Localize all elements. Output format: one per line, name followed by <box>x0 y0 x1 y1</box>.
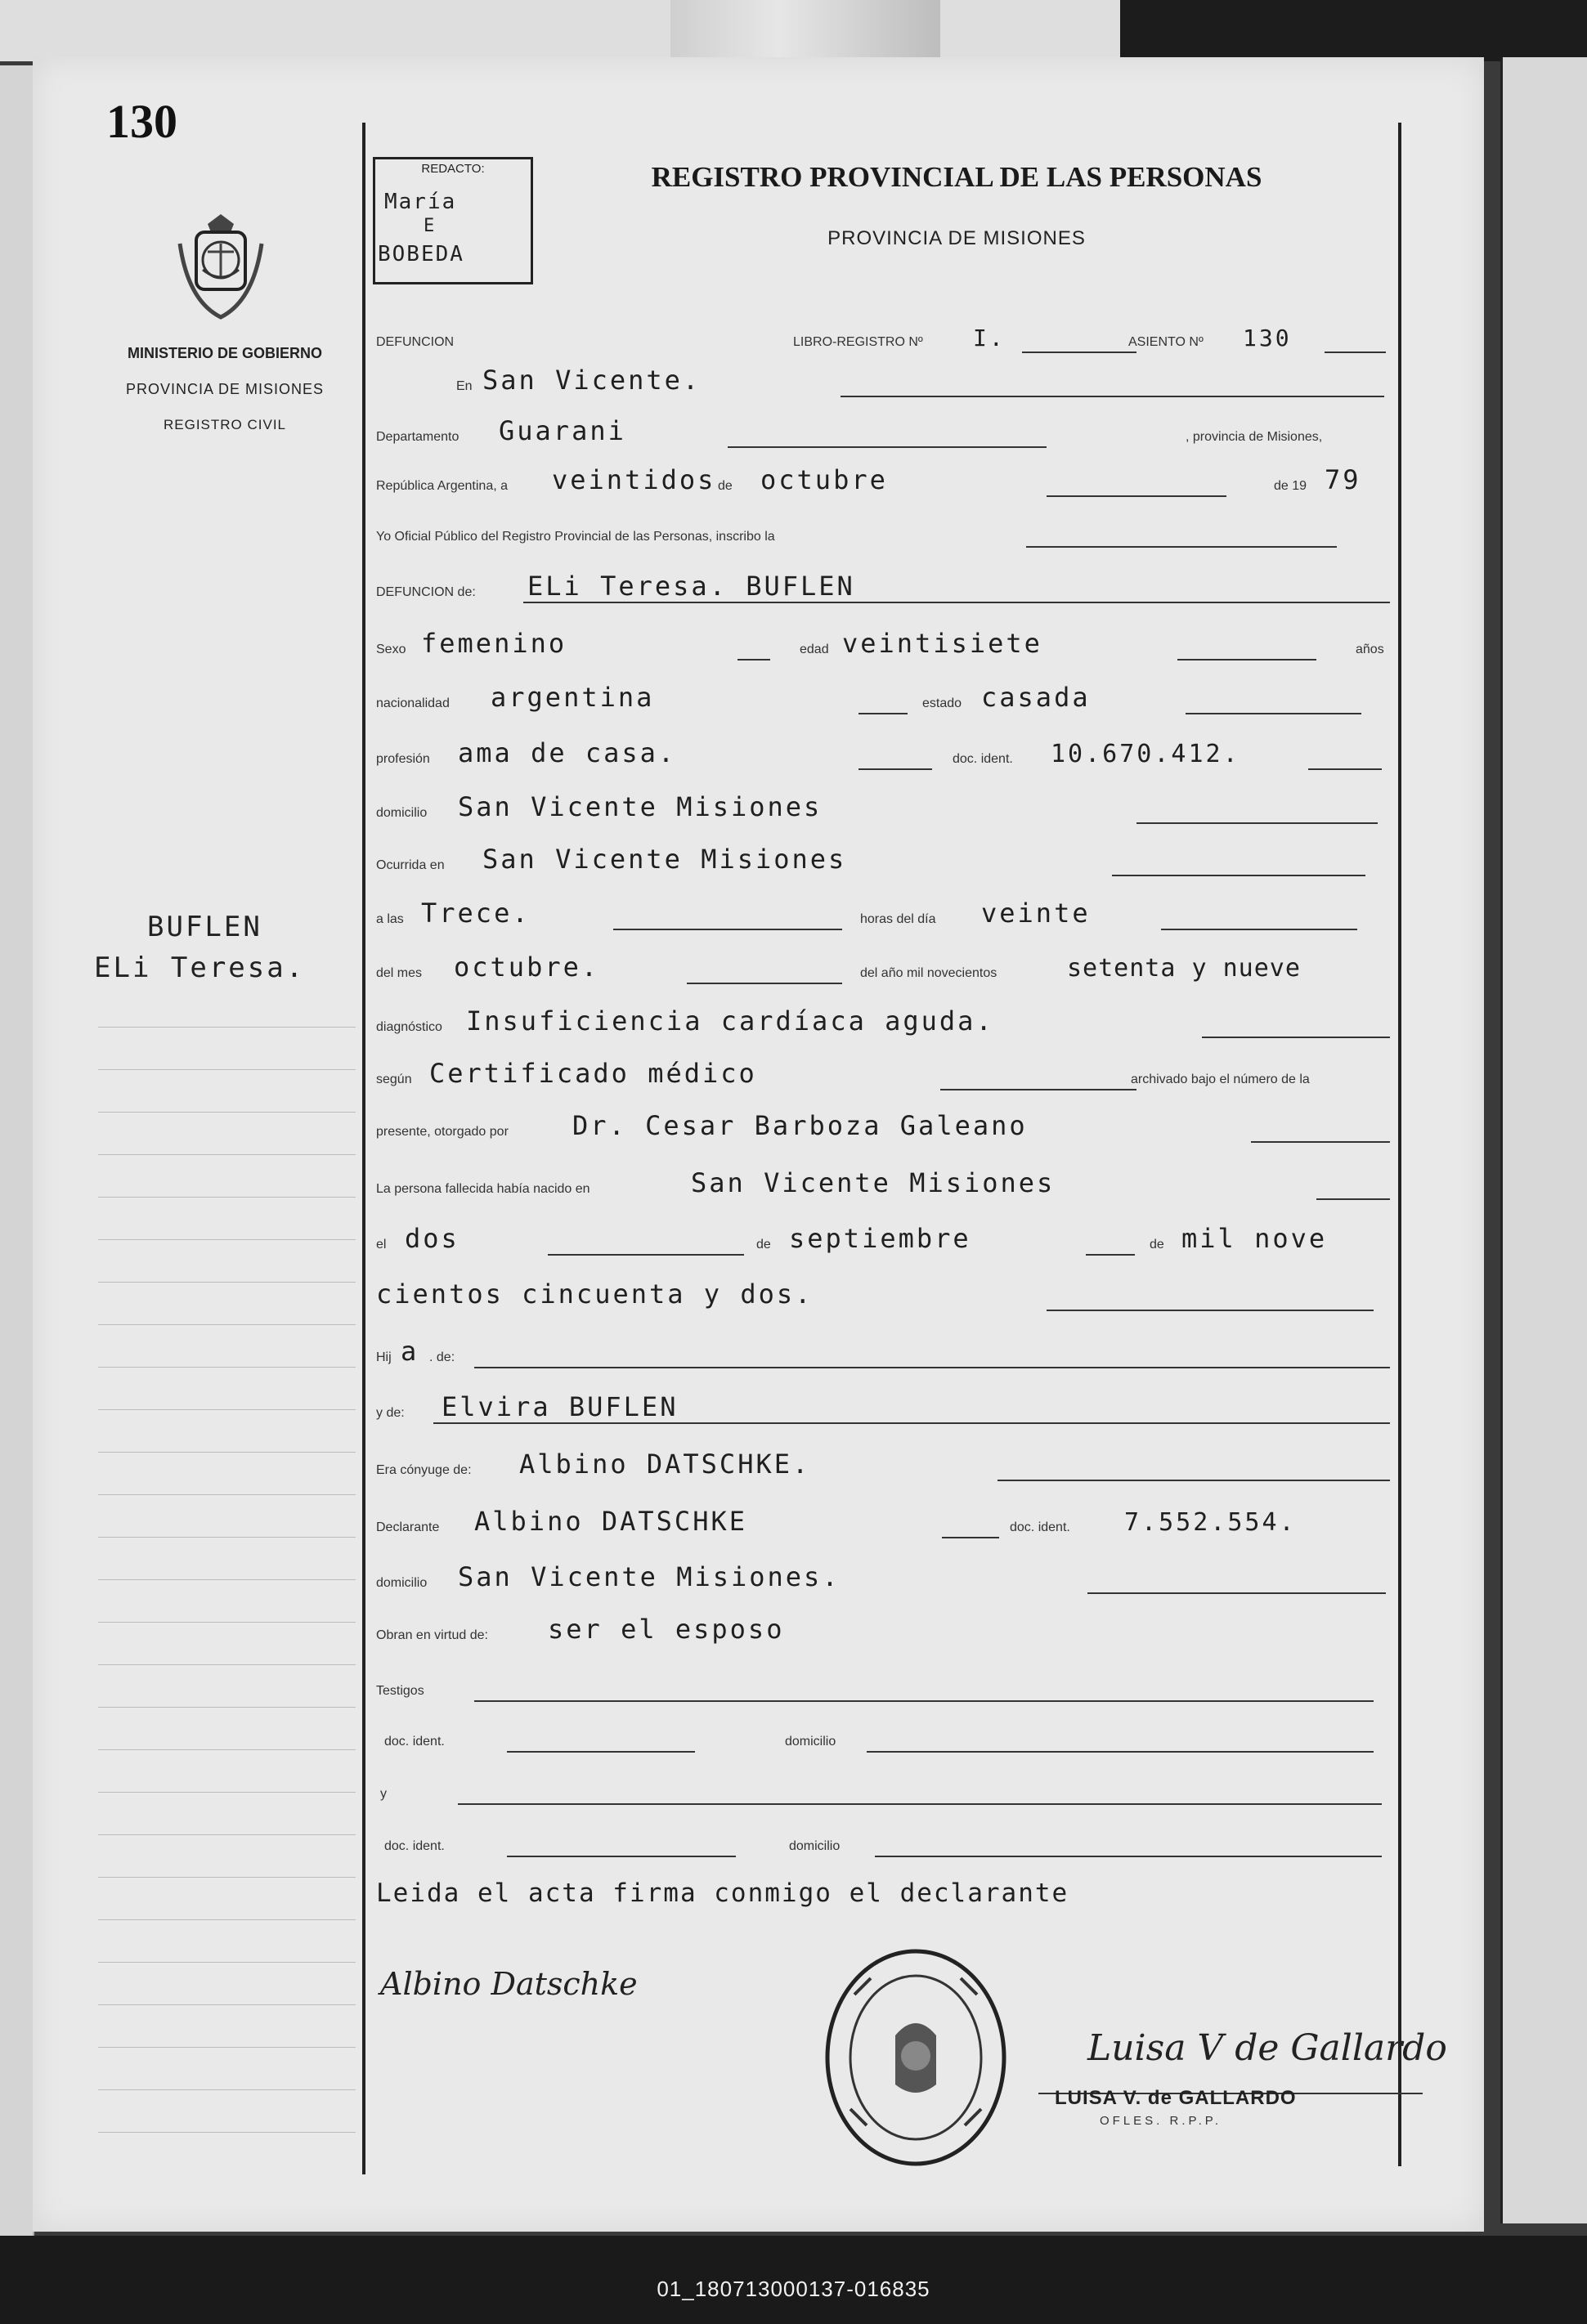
alas-label: a las <box>376 912 404 926</box>
mes-value: octubre <box>760 464 888 495</box>
row-nacimiento-fecha <box>376 1220 1390 1257</box>
row-testigo2 <box>376 1769 1390 1807</box>
row-testigo2-doc <box>376 1821 1390 1859</box>
segun-label: según <box>376 1072 412 1086</box>
declarante-label: Declarante <box>376 1520 440 1534</box>
anio-label: de 19 <box>1274 479 1307 493</box>
libro-label: LIBRO-REGISTRO Nº <box>793 335 923 349</box>
archivado-label: archivado bajo el número de la <box>1131 1072 1310 1086</box>
row-departamento <box>376 412 1390 450</box>
de3-label: de <box>1150 1238 1164 1252</box>
redacto-name-2: E <box>424 216 437 236</box>
obran-value: ser el esposo <box>548 1614 785 1645</box>
hij-value: a <box>401 1336 419 1367</box>
defuncion-label: DEFUNCION de: <box>376 585 476 599</box>
profesion-label: profesión <box>376 752 430 766</box>
republica-label: República Argentina, a <box>376 479 508 493</box>
de-label: de <box>718 479 733 493</box>
domicilio4-label: domicilio <box>789 1839 841 1853</box>
asiento-value: 130 <box>1243 325 1292 352</box>
officer-signature: Luisa V de Gallardo <box>1087 2027 1447 2069</box>
adjacent-page <box>1500 57 1587 2223</box>
row-yde <box>376 1388 1390 1426</box>
row-nacionalidad <box>376 678 1390 716</box>
testigos-label: Testigos <box>376 1684 424 1698</box>
row-domicilio2 <box>376 1558 1390 1596</box>
document-subtitle: PROVINCIA DE MISIONES <box>827 227 1086 249</box>
horas-value: veinte <box>981 898 1091 929</box>
ministry-province: PROVINCIA DE MISIONES <box>125 381 325 397</box>
dia-value: veintidos <box>552 464 716 495</box>
domicilio2-label: domicilio <box>376 1576 428 1590</box>
redacto-name-1: María <box>384 190 457 214</box>
ministry-name: MINISTERIO DE GOBIERNO <box>127 345 323 361</box>
nacido-value: San Vicente Misiones <box>691 1167 1056 1198</box>
row-segun <box>376 1055 1390 1092</box>
officer-title: OFLES. R.P.P. <box>1100 2114 1222 2128</box>
row-hora <box>376 894 1390 932</box>
domicilio2-value: San Vicente Misiones. <box>458 1561 841 1592</box>
doc-value: 10.670.412. <box>1051 740 1240 768</box>
diagnostico-value: Insuficiencia cardíaca aguda. <box>466 1005 994 1037</box>
anos-label: años <box>1356 643 1384 656</box>
estado-label: estado <box>922 696 962 710</box>
row-delmes <box>376 948 1390 986</box>
el-value: dos <box>405 1223 460 1254</box>
margin-rule <box>362 123 365 2174</box>
nacionalidad-label: nacionalidad <box>376 696 450 710</box>
diagnostico-label: diagnóstico <box>376 1020 442 1034</box>
anio2-cont: cientos cincuenta y dos. <box>376 1278 814 1310</box>
row-diagnostico <box>376 1002 1390 1040</box>
ocurrida-value: San Vicente Misiones <box>482 844 847 875</box>
conyuge-label: Era cónyuge de: <box>376 1463 472 1477</box>
departamento-value: Guarani <box>499 415 626 446</box>
row-leida <box>376 1874 1390 1911</box>
official-seal-icon <box>822 1946 1010 2170</box>
edad-value: veintisiete <box>842 628 1042 659</box>
scan-top-band <box>0 0 1587 61</box>
provincia-label: , provincia de Misiones, <box>1186 430 1323 444</box>
hij-label: Hij <box>376 1350 392 1364</box>
ocurrida-label: Ocurrida en <box>376 858 445 872</box>
asiento-label: ASIENTO Nº <box>1128 335 1204 349</box>
row-presente <box>376 1107 1390 1144</box>
presente-value: Dr. Cesar Barboza Galeano <box>572 1110 1028 1141</box>
leida-text: Leida el acta firma conmigo el declarante <box>376 1878 1069 1908</box>
row-oficial <box>376 512 1390 549</box>
en-label: En <box>456 379 473 393</box>
doc3-label: doc. ident. <box>384 1735 445 1749</box>
page-number: 130 <box>106 95 177 148</box>
de2-label: de <box>756 1238 771 1252</box>
oficial-label: Yo Oficial Público del Registro Provincial de las Personas, inscribo la <box>376 530 775 544</box>
en-value: San Vicente. <box>482 365 702 396</box>
departamento-label: Departamento <box>376 430 460 444</box>
row-en <box>376 361 1390 399</box>
coat-of-arms-icon <box>172 211 270 325</box>
row-defuncion <box>376 567 1390 605</box>
presente-label: presente, otorgado por <box>376 1125 509 1139</box>
doc4-label: doc. ident. <box>384 1839 445 1853</box>
y-label: y <box>380 1787 387 1801</box>
profesion-value: ama de casa. <box>458 737 677 768</box>
row-conyuge <box>376 1445 1390 1483</box>
segun-value: Certificado médico <box>429 1058 757 1089</box>
doc2-label: doc. ident. <box>1010 1520 1070 1534</box>
margin-surname: BUFLEN <box>147 911 262 943</box>
el-label: el <box>376 1238 387 1252</box>
row-ocurrida <box>376 840 1390 878</box>
anio-mil-label: del año mil novecientos <box>860 966 997 980</box>
row-testigo1-doc <box>376 1717 1390 1754</box>
doc2-value: 7.552.554. <box>1124 1508 1297 1537</box>
row-fecha <box>376 461 1390 499</box>
doc-label: doc. ident. <box>953 752 1013 766</box>
row-nacido <box>376 1164 1390 1202</box>
edad-label: edad <box>800 643 829 656</box>
alas-value: Trece. <box>421 898 531 929</box>
row-declarante <box>376 1502 1390 1540</box>
document-title: REGISTRO PROVINCIAL DE LAS PERSONAS <box>651 161 1262 193</box>
sexo-label: Sexo <box>376 643 406 656</box>
delmes-value: octubre. <box>454 952 600 983</box>
delmes-label: del mes <box>376 966 423 980</box>
defuncion-value: ELi Teresa. BUFLEN <box>527 571 855 602</box>
mes2-value: septiembre <box>789 1223 971 1254</box>
horas-label: horas del día <box>860 912 936 926</box>
domicilio-label: domicilio <box>376 806 428 820</box>
anio2-value: mil nove <box>1181 1223 1328 1254</box>
act-type-label: DEFUNCION <box>376 335 455 349</box>
sexo-value: femenino <box>421 628 567 659</box>
row-sexo <box>376 625 1390 662</box>
redacto-label: REDACTO: <box>421 162 485 176</box>
image-caption: 01_180713000137-016835 <box>657 2277 930 2301</box>
declarant-signature: Albino Datschke <box>380 1966 638 2002</box>
row-obran <box>376 1610 1390 1648</box>
ministry-registry: REGISTRO CIVIL <box>163 417 287 432</box>
yde-value: Elvira BUFLEN <box>442 1391 679 1422</box>
binding-edge <box>0 65 34 2273</box>
row-profesion <box>376 734 1390 772</box>
row-testigos <box>376 1666 1390 1704</box>
officer-name: LUISA V. de GALLARDO <box>1055 2087 1297 2109</box>
row-libro <box>376 317 1390 355</box>
nacionalidad-value: argentina <box>491 682 655 713</box>
domicilio-value: San Vicente Misiones <box>458 791 823 822</box>
margin-given-name: ELi Teresa. <box>94 952 306 984</box>
conyuge-value: Albino DATSCHKE. <box>519 1449 811 1480</box>
obran-label: Obran en virtud de: <box>376 1628 488 1642</box>
anio-value: 79 <box>1325 464 1361 495</box>
nacido-label: La persona fallecida había nacido en <box>376 1182 590 1196</box>
yde-label: y de: <box>376 1406 405 1420</box>
domicilio3-label: domicilio <box>785 1735 836 1749</box>
declarante-value: Albino DATSCHKE <box>474 1506 747 1537</box>
right-rule <box>1398 123 1401 2166</box>
hij-de-label: . de: <box>429 1350 455 1364</box>
anio-mil-value: setenta y nueve <box>1067 954 1301 983</box>
libro-value: I. <box>973 325 1006 352</box>
estado-value: casada <box>981 682 1091 713</box>
redacto-name-3: BOBEDA <box>378 242 464 266</box>
row-domicilio <box>376 788 1390 826</box>
row-nacimiento-anio <box>376 1275 1390 1313</box>
row-hij <box>376 1332 1390 1370</box>
